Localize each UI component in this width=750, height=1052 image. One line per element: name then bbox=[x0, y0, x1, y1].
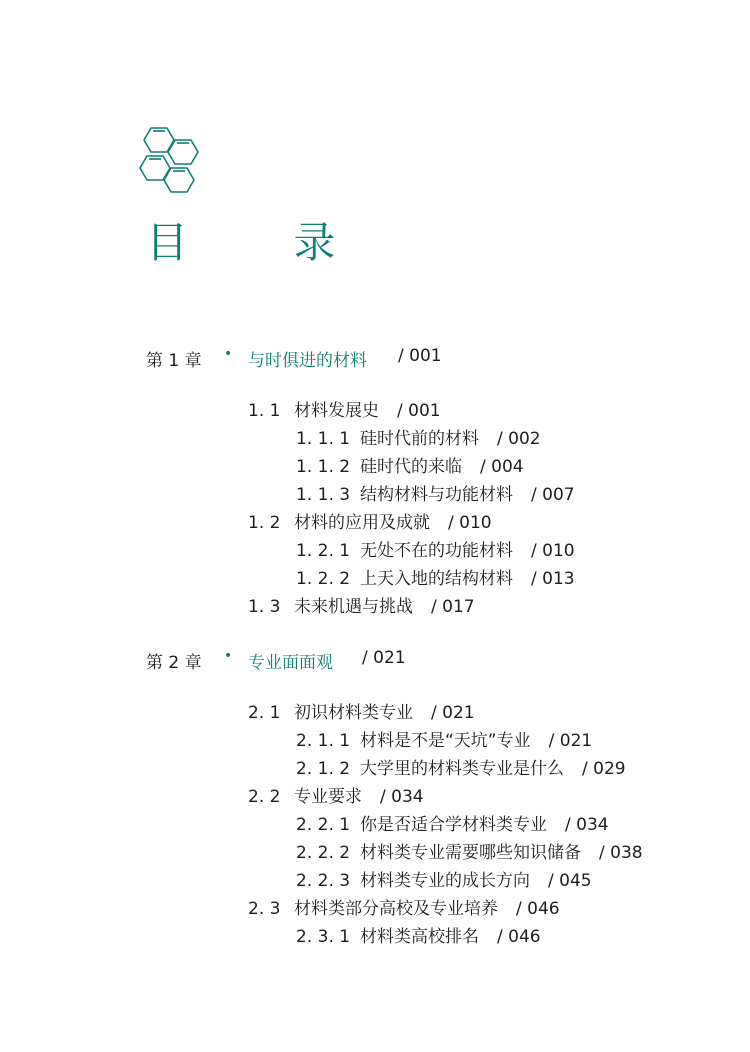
section-number: 2. 1. 1 bbox=[296, 731, 351, 751]
section-page: / 021 bbox=[431, 703, 475, 723]
section-number: 2. 2 bbox=[248, 787, 281, 807]
section-title: 材料类专业的成长方向 bbox=[360, 871, 530, 891]
section-number: 2. 2. 2 bbox=[296, 843, 351, 863]
section-page: / 046 bbox=[497, 927, 541, 947]
section-title: 大学里的材料类专业是什么 bbox=[360, 759, 564, 779]
toc-subsection bbox=[296, 922, 541, 946]
section-number: 1. 2 bbox=[248, 513, 281, 533]
toc-title: 目 录 bbox=[146, 218, 382, 267]
section-title: 初识材料类专业 bbox=[294, 703, 413, 723]
section-page: / 017 bbox=[431, 597, 475, 617]
section-page: / 038 bbox=[599, 843, 643, 863]
toc-section bbox=[248, 592, 475, 616]
chapter-label: 第 2 章 bbox=[146, 653, 202, 673]
section-title: 材料是不是“天坑”专业 bbox=[360, 731, 531, 751]
section-page: / 002 bbox=[497, 429, 541, 449]
section-number: 1. 1. 3 bbox=[296, 485, 351, 505]
section-title: 无处不在的功能材料 bbox=[360, 541, 513, 561]
section-title: 上天入地的结构材料 bbox=[360, 569, 513, 589]
section-page: / 034 bbox=[565, 815, 609, 835]
section-number: 2. 2. 1 bbox=[296, 815, 351, 835]
chapter-label: 第 1 章 bbox=[146, 351, 202, 371]
section-number: 1. 2. 1 bbox=[296, 541, 351, 561]
section-number: 2. 2. 3 bbox=[296, 871, 351, 891]
chapter-page: / 001 bbox=[398, 346, 442, 366]
section-number: 1. 1. 1 bbox=[296, 429, 351, 449]
section-page: / 007 bbox=[531, 485, 575, 505]
section-number: 1. 2. 2 bbox=[296, 569, 351, 589]
section-page: / 046 bbox=[516, 899, 560, 919]
bullet-icon: • bbox=[224, 346, 233, 362]
section-page: / 013 bbox=[531, 569, 575, 589]
section-page: / 029 bbox=[582, 759, 626, 779]
section-title: 硅时代前的材料 bbox=[360, 429, 479, 449]
section-page: / 034 bbox=[380, 787, 424, 807]
section-title: 材料类部分高校及专业培养 bbox=[294, 899, 498, 919]
section-page: / 010 bbox=[531, 541, 575, 561]
section-title: 结构材料与功能材料 bbox=[360, 485, 513, 505]
section-page: / 021 bbox=[548, 731, 593, 751]
toc-subsection bbox=[296, 754, 626, 778]
toc-subsection bbox=[296, 810, 609, 834]
toc-subsection bbox=[296, 480, 575, 504]
bullet-icon: • bbox=[224, 648, 233, 664]
hexagon-logo-icon bbox=[138, 124, 210, 200]
section-title: 材料的应用及成就 bbox=[294, 513, 430, 533]
toc-section bbox=[248, 508, 492, 532]
section-title: 专业要求 bbox=[294, 787, 362, 807]
section-number: 2. 1 bbox=[248, 703, 281, 723]
section-number: 1. 3 bbox=[248, 597, 281, 617]
toc-section bbox=[248, 396, 441, 420]
section-title: 你是否适合学材料类专业 bbox=[360, 815, 547, 835]
section-number: 1. 1 bbox=[248, 401, 281, 421]
chapter-title: 专业面面观 bbox=[248, 653, 333, 673]
section-title: 未来机遇与挑战 bbox=[294, 597, 413, 617]
section-number: 2. 1. 2 bbox=[296, 759, 351, 779]
section-page: / 045 bbox=[548, 871, 592, 891]
section-title: 材料类专业需要哪些知识储备 bbox=[360, 843, 581, 863]
section-title: 材料类高校排名 bbox=[360, 927, 479, 947]
section-title: 材料发展史 bbox=[294, 401, 379, 421]
toc-subsection bbox=[296, 536, 575, 560]
toc-subsection bbox=[296, 564, 575, 588]
toc-subsection bbox=[296, 424, 541, 448]
toc-section bbox=[248, 698, 475, 722]
section-page: / 001 bbox=[397, 401, 441, 421]
section-page: / 010 bbox=[448, 513, 492, 533]
toc-section bbox=[248, 894, 560, 918]
section-number: 2. 3 bbox=[248, 899, 281, 919]
section-number: 1. 1. 2 bbox=[296, 457, 351, 477]
toc-subsection bbox=[296, 866, 592, 890]
section-page: / 004 bbox=[480, 457, 524, 477]
section-title: 硅时代的来临 bbox=[360, 457, 462, 477]
chapter-page: / 021 bbox=[362, 648, 406, 668]
section-number: 2. 3. 1 bbox=[296, 927, 351, 947]
toc-subsection bbox=[296, 838, 643, 862]
toc-subsection bbox=[296, 726, 592, 750]
toc-section bbox=[248, 782, 424, 806]
toc-subsection bbox=[296, 452, 524, 476]
chapter-title: 与时俱进的材料 bbox=[248, 351, 367, 371]
